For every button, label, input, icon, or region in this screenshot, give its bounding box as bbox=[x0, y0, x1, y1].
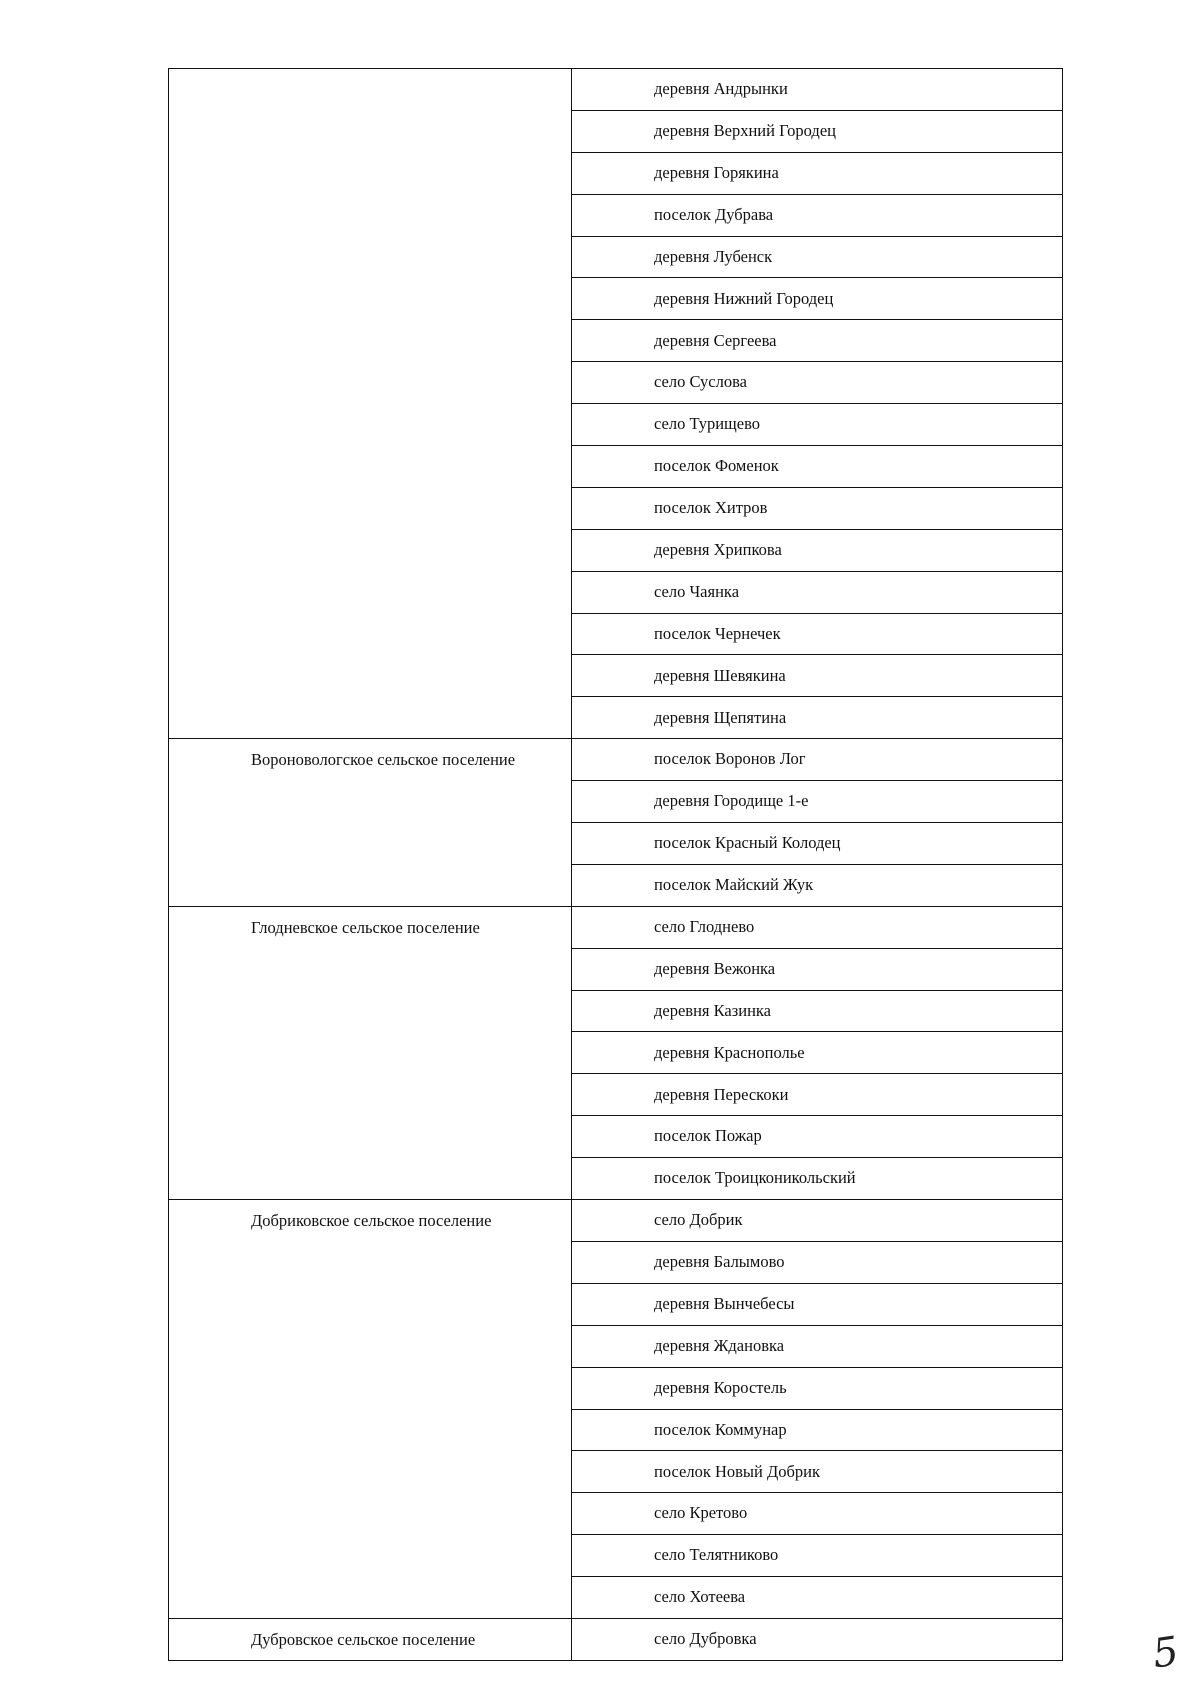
settlement-cell: село Хотеева bbox=[572, 1577, 1063, 1619]
settlement-cell: село Суслова bbox=[572, 362, 1063, 404]
settlement-cell: поселок Воронов Лог bbox=[572, 739, 1063, 781]
municipality-cell: Дубровское сельское поселение bbox=[169, 1618, 572, 1660]
table-row bbox=[169, 1618, 1063, 1660]
settlement-cell: деревня Балымово bbox=[572, 1241, 1063, 1283]
municipality-cell: Добриковское сельское поселение bbox=[169, 1200, 572, 1619]
settlement-cell: деревня Казинка bbox=[572, 990, 1063, 1032]
settlement-cell: поселок Чернечек bbox=[572, 613, 1063, 655]
settlement-cell: деревня Сергеева bbox=[572, 320, 1063, 362]
settlements-table bbox=[168, 68, 1063, 1661]
settlement-cell: деревня Нижний Городец bbox=[572, 278, 1063, 320]
settlement-cell: поселок Красный Колодец bbox=[572, 823, 1063, 865]
settlement-cell: поселок Новый Добрик bbox=[572, 1451, 1063, 1493]
settlement-cell: село Кретово bbox=[572, 1493, 1063, 1535]
settlement-cell: село Телятниково bbox=[572, 1535, 1063, 1577]
settlement-cell: деревня Щепятина bbox=[572, 697, 1063, 739]
page-number: 5 bbox=[1149, 1628, 1182, 1678]
settlement-cell: село Глоднево bbox=[572, 906, 1063, 948]
municipality-cell: Глодневское сельское поселение bbox=[169, 906, 572, 1199]
table-row bbox=[169, 739, 1063, 781]
table-row bbox=[169, 69, 1063, 111]
settlement-cell: деревня Вежонка bbox=[572, 948, 1063, 990]
municipality-cell bbox=[169, 69, 572, 739]
settlement-cell: село Чаянка bbox=[572, 571, 1063, 613]
settlement-cell: деревня Андрынки bbox=[572, 69, 1063, 111]
settlement-cell: поселок Хитров bbox=[572, 487, 1063, 529]
settlement-cell: село Турищево bbox=[572, 404, 1063, 446]
settlement-cell: поселок Майский Жук bbox=[572, 864, 1063, 906]
municipality-cell: Вороновологское сельское поселение bbox=[169, 739, 572, 907]
settlement-cell: деревня Краснополье bbox=[572, 1032, 1063, 1074]
settlement-cell: поселок Коммунар bbox=[572, 1409, 1063, 1451]
settlement-cell: деревня Горякина bbox=[572, 152, 1063, 194]
settlement-cell: деревня Вынчебесы bbox=[572, 1283, 1063, 1325]
settlement-cell: деревня Ждановка bbox=[572, 1325, 1063, 1367]
settlement-cell: село Добрик bbox=[572, 1200, 1063, 1242]
settlement-cell: поселок Троицконикольский bbox=[572, 1158, 1063, 1200]
table-row bbox=[169, 1200, 1063, 1242]
settlement-cell: поселок Дубрава bbox=[572, 194, 1063, 236]
settlement-cell: село Дубровка bbox=[572, 1618, 1063, 1660]
settlement-cell: деревня Городище 1-е bbox=[572, 781, 1063, 823]
settlement-cell: деревня Лубенск bbox=[572, 236, 1063, 278]
settlement-cell: деревня Коростель bbox=[572, 1367, 1063, 1409]
settlement-cell: деревня Перескоки bbox=[572, 1074, 1063, 1116]
settlement-cell: деревня Верхний Городец bbox=[572, 110, 1063, 152]
settlement-cell: деревня Хрипкова bbox=[572, 529, 1063, 571]
table-row bbox=[169, 906, 1063, 948]
settlement-cell: деревня Шевякина bbox=[572, 655, 1063, 697]
settlement-cell: поселок Фоменок bbox=[572, 446, 1063, 488]
settlement-cell: поселок Пожар bbox=[572, 1116, 1063, 1158]
